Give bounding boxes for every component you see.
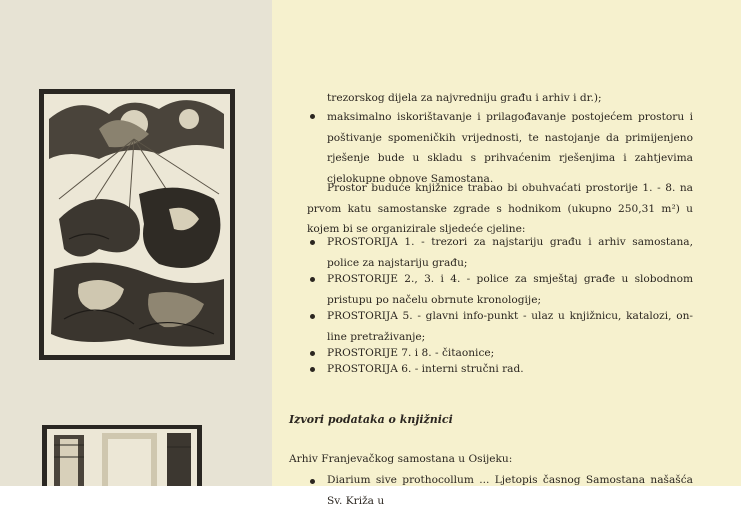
bullet-marker xyxy=(310,240,315,245)
bullet-item-requirements: maksimalno iskorištavanje i prilagođavanje postojećem prostoru i poštivanje spomeničkih vrijednosti, te nastojanje da primijenjeno rješenje bude u skladu s prihvaćenim rješenjima i zahtjevima cjelokupne obnove Samostana. xyxy=(327,111,693,185)
room-item-3: PROSTORIJA 5. - glavni info-punkt - ulaz u knjižnicu, katalozi, on-line pretraživanje; xyxy=(327,310,693,343)
room-item-2: PROSTORIJE 2., 3. i 4. - police za smještaj građe u slobodnom pristupu po načelu obrnute kronologije; xyxy=(327,273,693,306)
text-fragment-continuation: trezorskog dijela za najvredniju građu i arhiv i dr.); xyxy=(327,92,602,104)
room-item-5: PROSTORIJA 6. - interni stručni rad. xyxy=(327,363,524,375)
source-item-1: Diarium sive prothocollum ... Ljetopis časnog Samostana našašća Sv. Križa u xyxy=(327,474,693,507)
bullet-marker xyxy=(310,479,315,484)
room-item-4: PROSTORIJE 7. i 8. - čitaonice; xyxy=(327,347,495,359)
bullet-marker xyxy=(310,277,315,282)
room-item-1: PROSTORIJA 1. - trezori za najstariju građu i arhiv samostana, police za najstariju građu; xyxy=(327,236,693,269)
bullet-marker xyxy=(310,367,315,372)
woodcut-battle-scene-image xyxy=(39,89,235,360)
bullet-marker xyxy=(310,314,315,319)
bullet-marker xyxy=(310,351,315,356)
section-heading: Izvori podataka o knjižnici xyxy=(289,413,453,426)
bullet-marker xyxy=(310,114,315,119)
woodcut-doorway-scene-image xyxy=(42,425,202,486)
source-intro: Arhiv Franjevačkog samostana u Osijeku: xyxy=(289,453,513,465)
body-paragraph-space: Prostor buduće knjižnice trabao bi obuhvaćati prostorije 1. - 8. na prvom katu samostanske zgrade s hodnikom (ukupno 250,31 m²) u kojem bi se organizirale sljedeće cjeline: xyxy=(307,182,693,235)
